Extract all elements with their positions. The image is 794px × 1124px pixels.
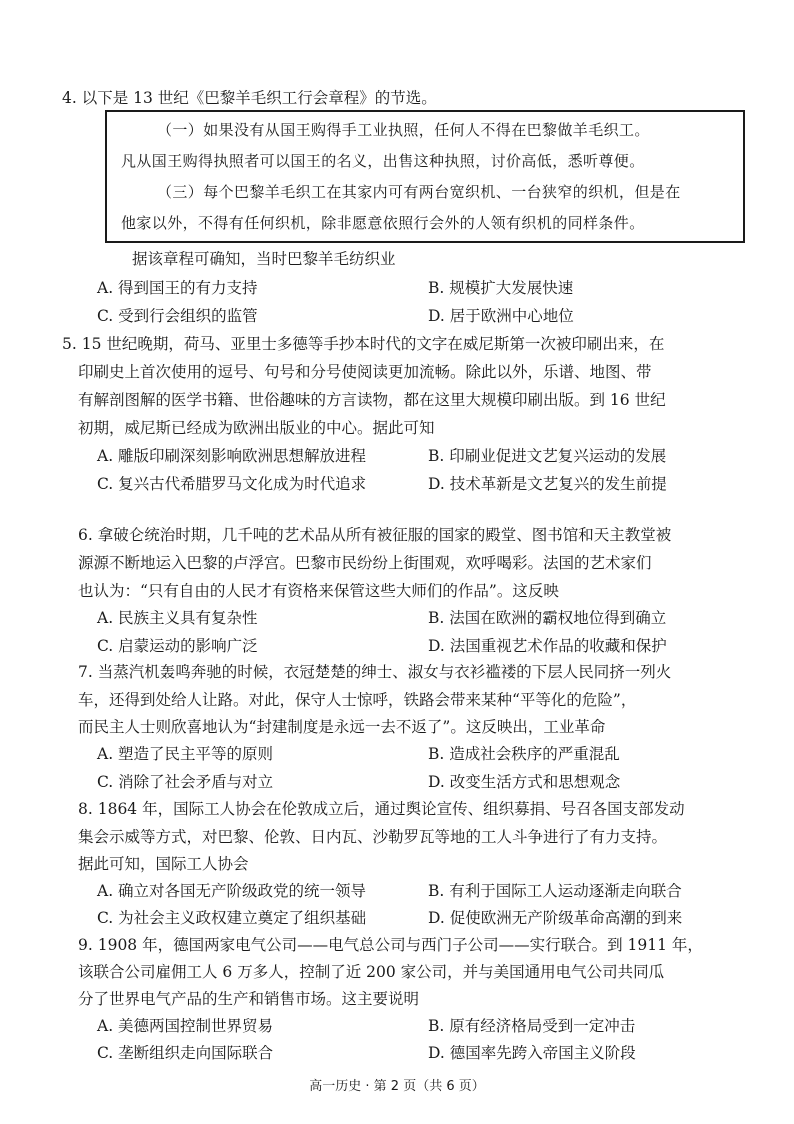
q5-option-a[interactable]: A. 雕版印刷深刻影响欧洲思想解放进程 [97,447,367,465]
q6-stem-line: 也认为：“只有自由的人民才有资格来保管这些大师们的作品”。这反映 [78,582,559,600]
q9-stem-line: 9. 1908 年，德国两家电气公司——电气总公司与西门子公司——实行联合。到 1911 年， [78,936,703,954]
q8-option-a[interactable]: A. 确立对各国无产阶级政党的统一领导 [97,882,367,900]
q4-excerpt-line: （一）如果没有从国王购得手工业执照，任何人不得在巴黎做羊毛织工。 [157,121,650,139]
q4-excerpt-line: （三）每个巴黎羊毛织工在其家内可有两台宽织机、一台狭窄的织机，但是在 [157,183,681,201]
page-footer: 高一历史 · 第 2 页（共 6 页） [309,1079,485,1094]
q7-stem-line: 而民主人士则欣喜地认为“封建制度是永远一去不返了”。这反映出，工业革命 [78,718,606,736]
q9-option-d[interactable]: D. 德国率先跨入帝国主义阶段 [428,1044,636,1062]
q7-option-a[interactable]: A. 塑造了民主平等的原则 [97,745,274,763]
q6-option-c[interactable]: C. 启蒙运动的影响广泛 [97,637,258,655]
q9-option-a[interactable]: A. 美德两国控制世界贸易 [97,1017,274,1035]
q8-stem-line: 8. 1864 年，国际工人协会在伦敦成立后，通过舆论宣传、组织募捐、号召各国支部发动 [78,800,685,818]
q4-excerpt-box [105,110,745,243]
q7-stem-line: 车，还得到处给人让路。对此，保守人士惊呼，铁路会带来某种“平等化的危险”， [78,691,637,709]
q6-stem-line: 源源不断地运入巴黎的卢浮宫。巴黎市民纷纷上街围观，欢呼喝彩。法国的艺术家们 [78,554,652,572]
q6-stem-line: 6. 拿破仑统治时期，几千吨的艺术品从所有被征服的国家的殿堂、图书馆和天主教堂被 [78,526,672,544]
q4-stem: 4. 以下是 13 世纪《巴黎羊毛织工行会章程》的节选。 [62,89,437,107]
q8-stem-line: 集会示威等方式，对巴黎、伦敦、日内瓦、沙勒罗瓦等地的工人斗争进行了有力支持。 [78,828,668,846]
q6-option-a[interactable]: A. 民族主义具有复杂性 [97,609,258,627]
q5-stem-line: 有解剖图解的医学书籍、世俗趣味的方言读物，都在这里大规模印刷出版。到 16 世纪 [78,391,666,409]
q8-option-d[interactable]: D. 促使欧洲无产阶级革命高潮的到来 [428,909,683,927]
q9-option-c[interactable]: C. 垄断组织走向国际联合 [97,1044,274,1062]
q8-option-b[interactable]: B. 有利于国际工人运动逐渐走向联合 [428,882,682,900]
q5-stem-line: 印刷史上首次使用的逗号、句号和分号使阅读更加流畅。除此以外，乐谱、地图、带 [78,363,652,381]
q7-option-d[interactable]: D. 改变生活方式和思想观念 [428,773,621,791]
q4-option-a[interactable]: A. 得到国王的有力支持 [97,279,258,297]
q9-option-b[interactable]: B. 原有经济格局受到一定冲击 [428,1017,636,1035]
q4-question: 据该章程可确知，当时巴黎羊毛纺织业 [132,250,396,268]
q5-stem-line: 初期，威尼斯已经成为欧洲出版业的中心。据此可知 [78,419,435,437]
q4-excerpt-line: 凡从国王购得执照者可以国王的名义，出售这种执照，讨价高低，悉听尊便。 [121,152,645,170]
q9-stem-line: 该联合公司雇佣工人 6 万多人，控制了近 200 家公司，并与美国通用电气公司共同瓜 [78,963,665,981]
q5-option-d[interactable]: D. 技术革新是文艺复兴的发生前提 [428,475,667,493]
q5-option-c[interactable]: C. 复兴古代希腊罗马文化成为时代追求 [97,475,367,493]
q8-stem-line: 据此可知，国际工人协会 [78,855,249,873]
q5-option-b[interactable]: B. 印刷业促进文艺复兴运动的发展 [428,447,667,465]
q9-stem-line: 分了世界电气产品的生产和销售市场。这主要说明 [78,990,420,1008]
q7-option-c[interactable]: C. 消除了社会矛盾与对立 [97,773,274,791]
q4-excerpt-line: 他家以外，不得有任何织机，除非愿意依照行会外的人领有织机的同样条件。 [121,214,645,232]
q6-option-b[interactable]: B. 法国在欧洲的霸权地位得到确立 [428,609,667,627]
q7-option-b[interactable]: B. 造成社会秩序的严重混乱 [428,745,620,763]
q4-option-d[interactable]: D. 居于欧洲中心地位 [428,307,574,325]
q5-stem-line: 5. 15 世纪晚期，荷马、亚里士多德等手抄本时代的文字在威尼斯第一次被印刷出来，在 [62,335,665,353]
q8-option-c[interactable]: C. 为社会主义政权建立奠定了组织基础 [97,909,367,927]
q4-option-c[interactable]: C. 受到行会组织的监管 [97,307,258,325]
q7-stem-line: 7. 当蒸汽机轰鸣奔驰的时候，衣冠楚楚的绅士、淑女与衣衫褴褛的下层人民同挤一列火 [78,663,672,681]
q4-option-b[interactable]: B. 规模扩大发展快速 [428,279,574,297]
q6-option-d[interactable]: D. 法国重视艺术作品的收藏和保护 [428,637,667,655]
